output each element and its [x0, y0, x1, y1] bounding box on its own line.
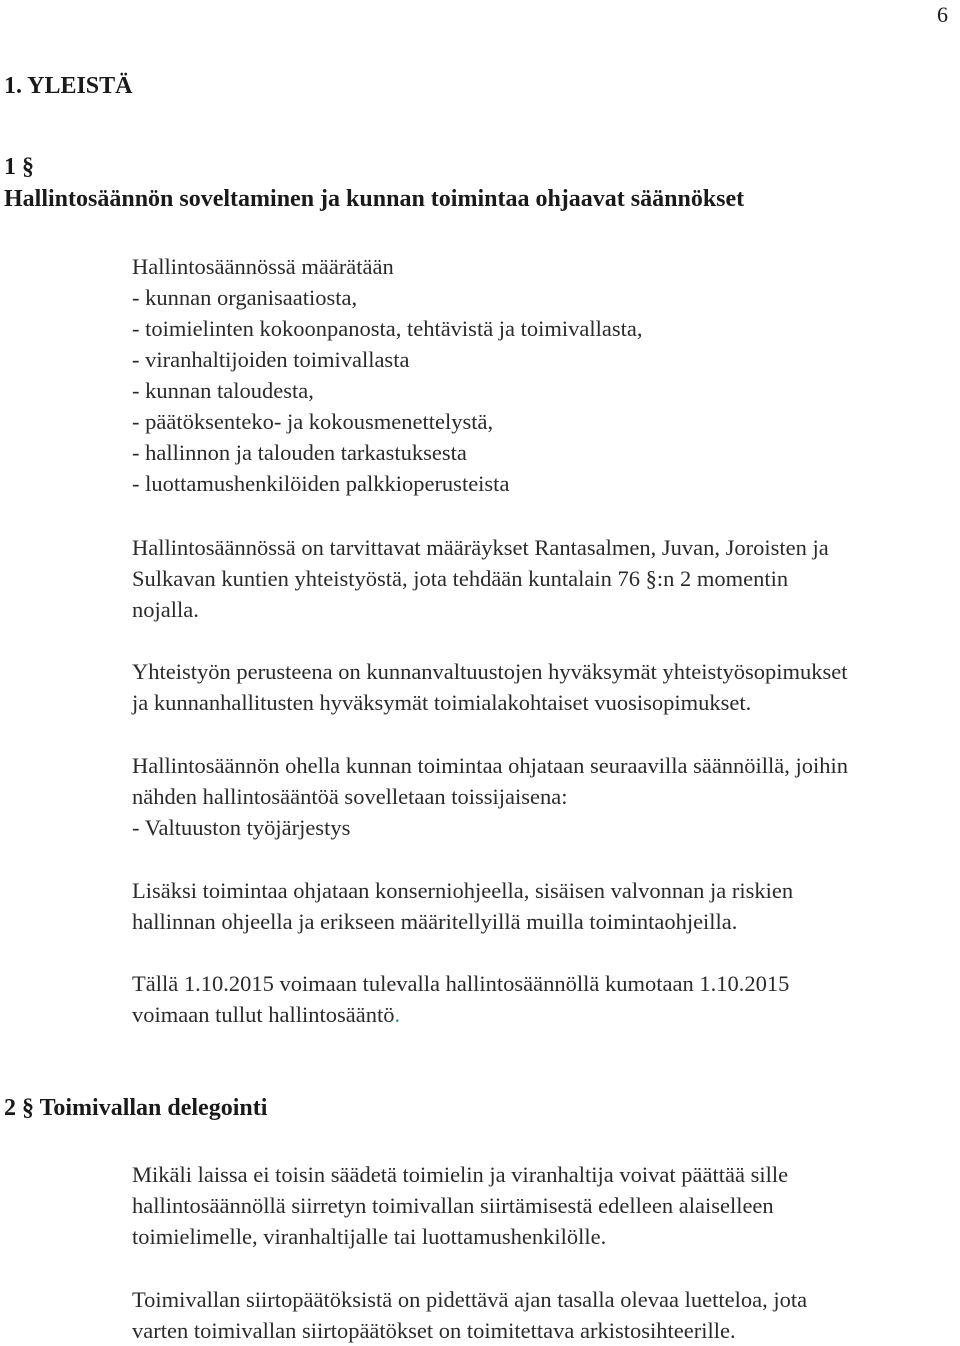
list-item: - kunnan taloudesta,	[132, 378, 314, 403]
section-heading-delegation: 2 § Toimivallan delegointi	[4, 1095, 268, 1121]
text-line: Sulkavan kuntien yhteistyöstä, jota tehdään kuntalain 76 §:n 2 momentin	[132, 566, 789, 591]
text-line: Hallintosäännössä on tarvittavat määräykset Rantasalmen, Juvan, Joroisten ja	[132, 535, 829, 560]
text-line: - Valtuuston työjärjestys	[132, 815, 351, 840]
text-fragment: voimaan tullut hallintosääntö	[132, 1002, 395, 1027]
list-item: - viranhaltijoiden toimivallasta	[132, 347, 410, 372]
paragraph-repeal	[132, 968, 789, 1030]
text-line: Yhteistyön perusteena on kunnanvaltuustojen hyväksymät yhteistyösopimukset	[132, 659, 848, 684]
list-item: - luottamushenkilöiden palkkioperusteista	[132, 471, 510, 496]
paragraph-number: 1 §	[4, 154, 34, 180]
text-line: ja kunnanhallitusten hyväksymät toimialakohtaiset vuosisopimukset.	[132, 690, 752, 715]
paragraph-delegation	[132, 1159, 788, 1252]
list-item: - hallinnon ja talouden tarkastuksesta	[132, 440, 467, 465]
page-number: 6	[937, 2, 948, 27]
period-mark: .	[394, 1002, 401, 1027]
paragraph-other-rules	[132, 750, 848, 843]
regulated-topics-list	[132, 251, 643, 499]
text-line: Lisäksi toimintaa ohjataan konserniohjeella, sisäisen valvonnan ja riskien	[132, 878, 794, 903]
text-line: Hallintosäännön ohella kunnan toimintaa ohjataan seuraavilla säännöillä, joihin	[132, 753, 849, 778]
text-line: nojalla.	[132, 597, 199, 622]
paragraph-title: Hallintosäännön soveltaminen ja kunnan toimintaa ohjaavat säännökset	[4, 186, 745, 212]
text-line: Mikäli laissa ei toisin säädetä toimielin ja viranhaltija voivat päättää sille	[132, 1162, 789, 1187]
text-line: hallinnan ohjeella ja erikseen määritellyillä muilla toimintaohjeilla.	[132, 909, 738, 934]
section-heading-yleista: 1. YLEISTÄ	[4, 73, 133, 99]
paragraph-cooperation	[132, 532, 829, 625]
text-line: toimielimelle, viranhaltijalle tai luottamushenkilölle.	[132, 1224, 607, 1249]
text-line: varten toimivallan siirtopäätökset on toimitettava arkistosihteerille.	[132, 1318, 736, 1343]
paragraph-guidelines	[132, 875, 793, 937]
text-line	[132, 999, 789, 1030]
text-line: Tällä 1.10.2015 voimaan tulevalla hallintosäännöllä kumotaan 1.10.2015	[132, 971, 790, 996]
list-item: - toimielinten kokoonpanosta, tehtävistä ja toimivallasta,	[132, 316, 643, 341]
text-line: hallintosäännöllä siirretyn toimivallan siirtämisestä edelleen alaiselleen	[132, 1193, 774, 1218]
list-item: - kunnan organisaatiosta,	[132, 285, 358, 310]
paragraph-cooperation-basis	[132, 656, 848, 718]
text-line: Toimivallan siirtopäätöksistä on pidettävä ajan tasalla olevaa luetteloa, jota	[132, 1287, 808, 1312]
list-item: - päätöksenteko- ja kokousmenettelystä,	[132, 409, 494, 434]
text-line: nähden hallintosääntöä sovelletaan toissijaisena:	[132, 784, 568, 809]
list-intro: Hallintosäännössä määrätään	[132, 254, 394, 279]
paragraph-delegation-register	[132, 1284, 807, 1346]
